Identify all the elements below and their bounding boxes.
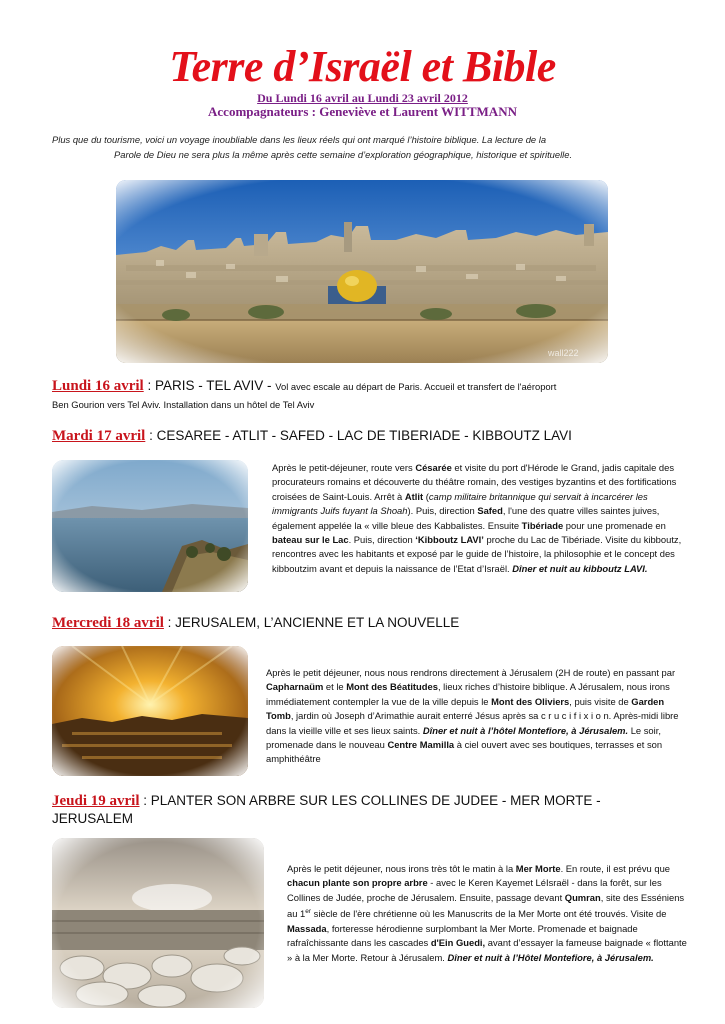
trip-dates: Du Lundi 16 avril au Lundi 23 avril 2012 (257, 91, 468, 105)
trip-guides: Accompagnateurs : Geneviève et Laurent WITTMANN (208, 104, 517, 119)
day-route: : PLANTER SON ARBRE SUR LES COLLINES DE JUDEE - MER MORTE - (139, 793, 601, 808)
day-description-mardi: Après le petit-déjeuner, route vers Césarée et visite du port d'Hérode le Grand, jadis capitale des procurateurs romains et découverte du théâtre romain, des vestiges byzantins et des fortifications croisées de Saint-Louis. Arrêt à Atlit (camp militaire britannique qui servait à incarcérer les immigrants Juifs fuyant la Shoah). Puis, direction Safed, l'une des quatre villes saintes juives, également appelée la « ville bleue des Kabbalistes. Ensuite Tibériade pour une promenade en bateau sur le Lac. Puis, direction ‘Kibboutz LAVI’ proche du Lac de Tibériade. Visite du kibboutz, rencontres avec les habitants et exposé par le guide de l’histoire, la philosophie et le concept des kibboutzim avant et depuis la naissance de l’Etat d’Israël. Dîner et nuit au kibboutz LAVI. (272, 462, 682, 574)
day-note: Vol avec escale au départ de Paris. Accueil et transfert de l'aéroport (275, 381, 557, 392)
day-heading-mardi (52, 427, 692, 445)
lake-tiberias-photo (52, 460, 248, 592)
day-heading-lundi (52, 377, 692, 396)
jerusalem-sunset-photo (52, 646, 248, 776)
day-name: Mercredi 18 avril (52, 615, 164, 631)
day-route: : PARIS - TEL AVIV - (143, 378, 276, 393)
day-name: Mardi 17 avril (52, 428, 146, 444)
page-title: Terre d’Israël et Bible (169, 42, 556, 91)
photo-watermark: wall222 (548, 348, 579, 358)
intro-paragraph (52, 132, 692, 162)
day-heading-mercredi (52, 614, 692, 632)
day-description-jeudi: Après le petit déjeuner, nous irons très tôt le matin à la Mer Morte. En route, il est prévu que chacun plante son propre arbre - avec le Keren Kayemet LéIsraël - dans la forêt, sur les Collines de Judée, proche de Jérusalem. Ensuite, passage devant Qumran, site des Esséniens au 1er siècle de l'ère chrétienne où les Manuscrits de la Mer Morte ont été trouvés. Visite de Massada, forteresse hérodienne surplombant la Mer Morte. Promenade et baignade rafraîchissante dans les cascades d'Ein Guedi, avant d’essayer la fameuse baignade « flottante » à la Mer Morte. Retour à Jérusalem. Dîner et nuit à l’Hôtel Montefiore, à Jérusalem. (287, 863, 687, 963)
day-name: Jeudi 19 avril (52, 793, 140, 809)
jerusalem-panorama-photo (116, 180, 608, 363)
intro-line-1: Plus que du tourisme, voici un voyage inoubliable dans les lieux réels qui ont marqué l’histoire biblique. La lecture de la (52, 134, 547, 145)
day-route: : CESAREE - ATLIT - SAFED - LAC DE TIBERIADE - KIBBOUTZ LAVI (145, 428, 572, 443)
day-note-continued: Ben Gourion vers Tel Aviv. Installation dans un hôtel de Tel Aviv (52, 399, 315, 410)
day-heading-jeudi (52, 792, 692, 828)
intro-line-2: Parole de Dieu ne sera plus la même après cette semaine d’exploration géographique, historique et spirituelle. (114, 149, 573, 160)
day-description-mercredi: Après le petit déjeuner, nous nous rendrons directement à Jérusalem (2H de route) en passant par Capharnaüm et le Mont des Béatitudes, lieux riches d’histoire biblique. A Jérusalem, nous irons immédiatement contempler la vue de la ville depuis le Mont des Oliviers, puis visite de Garden Tomb, jardin où Joseph d’Arimathie aurait enterré Jésus après sa c r u c i f i x i o n. Après-midi libre dans la vieille ville et ses lieux saints. Dîner et nuit à l’hôtel Montefiore, à Jérusalem. Le soir, promenade dans le nouveau Centre Mamilla à ciel ouvert avec ses boutiques, terrasses et son amphithéâtre (266, 667, 679, 765)
day-route-continued: JERUSALEM (52, 811, 134, 826)
day-route: : JERUSALEM, L’ANCIENNE ET LA NOUVELLE (163, 615, 460, 630)
day-name: Lundi 16 avril (52, 378, 144, 394)
dead-sea-photo (52, 838, 264, 1008)
